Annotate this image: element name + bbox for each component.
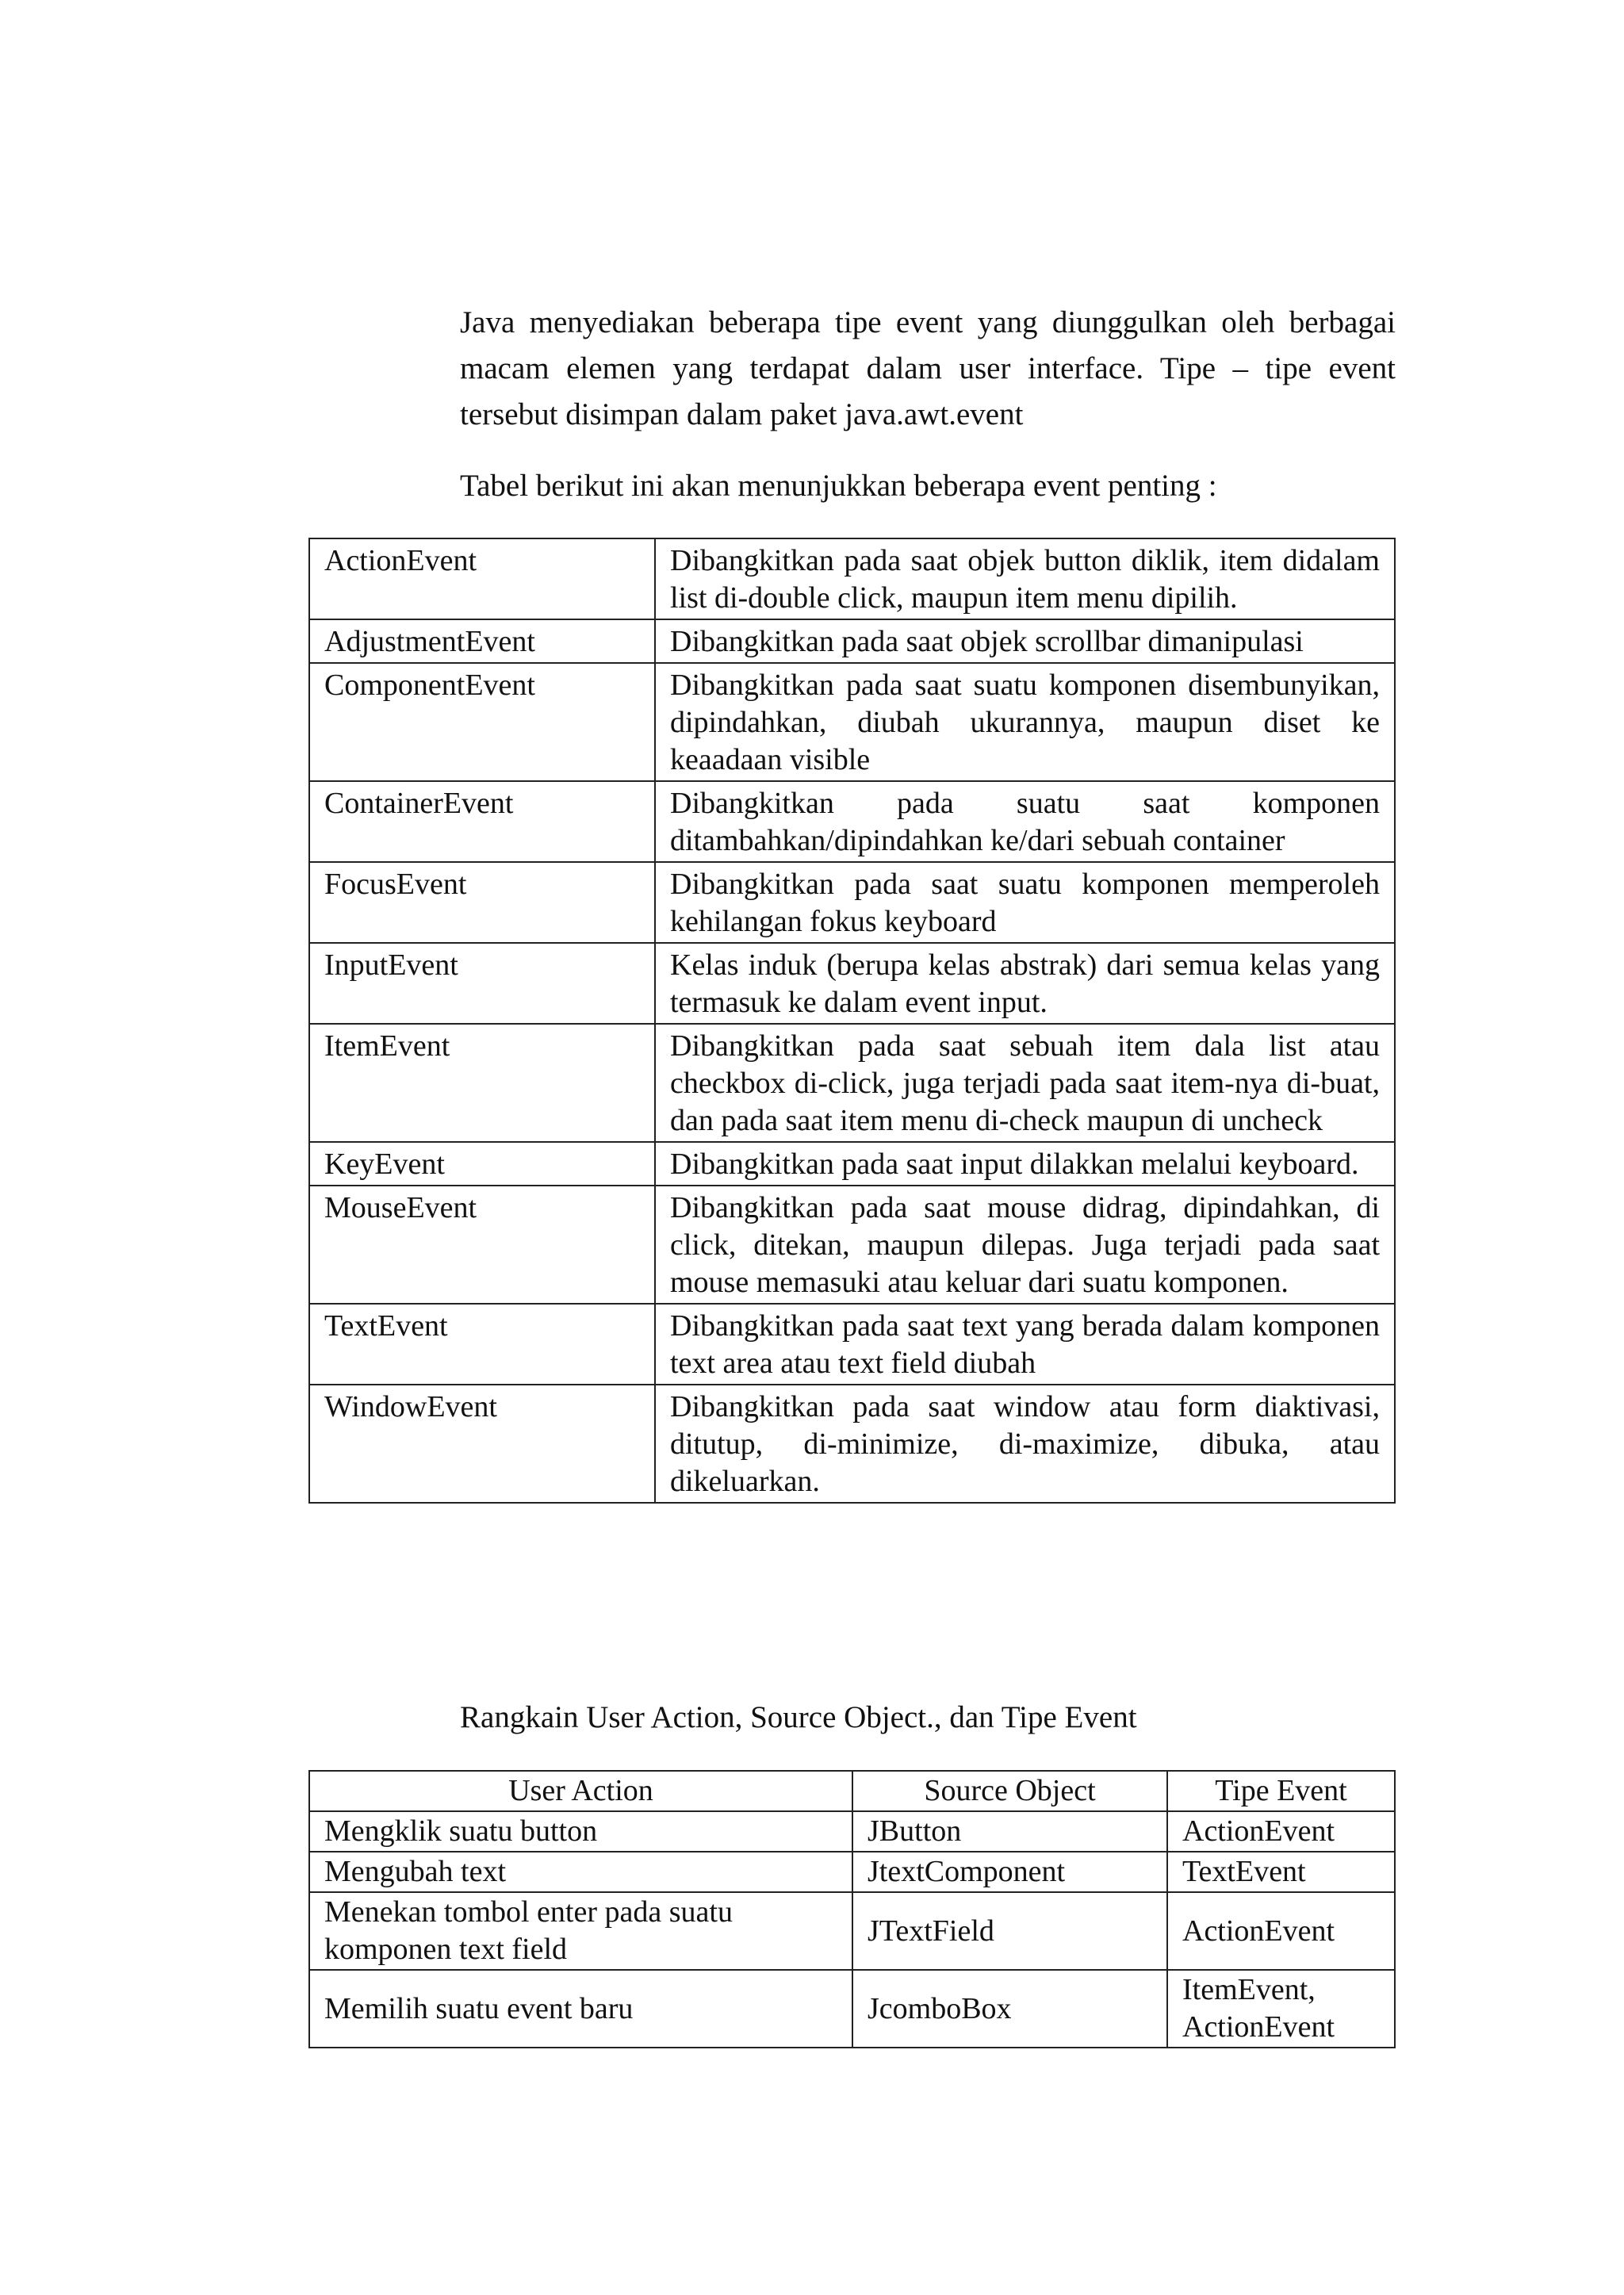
- event-description: Dibangkitkan pada saat input dilakkan melalui keyboard.: [655, 1142, 1395, 1186]
- action-table-caption: Rangkain User Action, Source Object., dan Tipe Event: [460, 1700, 1137, 1734]
- event-name: ItemEvent: [309, 1024, 655, 1142]
- source-object-cell: JcomboBox: [852, 1970, 1167, 2048]
- user-action-cell: Mengubah text: [309, 1852, 852, 1892]
- event-description: Dibangkitkan pada saat objek button diklik, item didalam list di-double click, maupun item menu dipilih.: [655, 538, 1395, 619]
- table-row: [309, 1304, 1395, 1385]
- source-object-cell: JTextField: [852, 1892, 1167, 1970]
- table-row: [309, 1811, 1395, 1852]
- column-header-tipe-event: Tipe Event: [1167, 1771, 1395, 1811]
- table-row: [309, 781, 1395, 862]
- column-header-user-action: User Action: [309, 1771, 852, 1811]
- event-name: ActionEvent: [309, 538, 655, 619]
- events-table-caption: Tabel berikut ini akan menunjukkan beberapa event penting :: [460, 469, 1217, 503]
- event-description: Dibangkitkan pada suatu saat komponen ditambahkan/dipindahkan ke/dari sebuah container: [655, 781, 1395, 862]
- event-name: WindowEvent: [309, 1385, 655, 1503]
- table-row: [309, 1142, 1395, 1186]
- user-action-cell: Mengklik suatu button: [309, 1811, 852, 1852]
- table-row: [309, 1385, 1395, 1503]
- tipe-event-cell: ActionEvent: [1167, 1811, 1395, 1852]
- event-name: InputEvent: [309, 943, 655, 1024]
- event-description: Dibangkitkan pada saat sebuah item dala list atau checkbox di-click, juga terjadi pada saat item-nya di-buat, dan pada saat item menu di-check maupun di uncheck: [655, 1024, 1395, 1142]
- table-row: [309, 1892, 1395, 1970]
- event-description: Dibangkitkan pada saat text yang berada dalam komponen text area atau text field diubah: [655, 1304, 1395, 1385]
- event-name: TextEvent: [309, 1304, 655, 1385]
- user-action-cell: Memilih suatu event baru: [309, 1970, 852, 2048]
- event-description: Kelas induk (berupa kelas abstrak) dari semua kelas yang termasuk ke dalam event input.: [655, 943, 1395, 1024]
- event-description: Dibangkitkan pada saat suatu komponen memperoleh kehilangan fokus keyboard: [655, 862, 1395, 943]
- event-description: Dibangkitkan pada saat suatu komponen disembunyikan, dipindahkan, diubah ukurannya, maupun diset ke keaadaan visible: [655, 663, 1395, 781]
- action-table: [308, 1770, 1396, 2048]
- table-row: [309, 1024, 1395, 1142]
- column-header-source-object: Source Object: [852, 1771, 1167, 1811]
- table-row: [309, 862, 1395, 943]
- intro-paragraph: Java menyediakan beberapa tipe event yang diunggulkan oleh berbagai macam elemen yang terdapat dalam user interface. Tipe – tipe event tersebut disimpan dalam paket java.awt.event: [460, 305, 1396, 431]
- tipe-event-cell: ItemEvent, ActionEvent: [1167, 1970, 1395, 2048]
- event-name: KeyEvent: [309, 1142, 655, 1186]
- source-object-cell: JButton: [852, 1811, 1167, 1852]
- events-table: [308, 538, 1396, 1504]
- tipe-event-cell: ActionEvent: [1167, 1892, 1395, 1970]
- user-action-cell: Menekan tombol enter pada suatu komponen text field: [309, 1892, 852, 1970]
- event-description: Dibangkitkan pada saat objek scrollbar dimanipulasi: [655, 619, 1395, 663]
- event-name: ComponentEvent: [309, 663, 655, 781]
- event-name: FocusEvent: [309, 862, 655, 943]
- table-row: [309, 538, 1395, 619]
- table-header-row: [309, 1771, 1395, 1811]
- table-row: [309, 619, 1395, 663]
- event-name: ContainerEvent: [309, 781, 655, 862]
- table-row: [309, 1852, 1395, 1892]
- event-description: Dibangkitkan pada saat mouse didrag, dipindahkan, di click, ditekan, maupun dilepas. Juga terjadi pada saat mouse memasuki atau keluar dari suatu komponen.: [655, 1186, 1395, 1304]
- source-object-cell: JtextComponent: [852, 1852, 1167, 1892]
- event-description: Dibangkitkan pada saat window atau form diaktivasi, ditutup, di-minimize, di-maximize, dibuka, atau dikeluarkan.: [655, 1385, 1395, 1503]
- event-name: MouseEvent: [309, 1186, 655, 1304]
- table-row: [309, 663, 1395, 781]
- tipe-event-cell: TextEvent: [1167, 1852, 1395, 1892]
- event-name: AdjustmentEvent: [309, 619, 655, 663]
- table-row: [309, 943, 1395, 1024]
- table-row: [309, 1186, 1395, 1304]
- table-row: [309, 1970, 1395, 2048]
